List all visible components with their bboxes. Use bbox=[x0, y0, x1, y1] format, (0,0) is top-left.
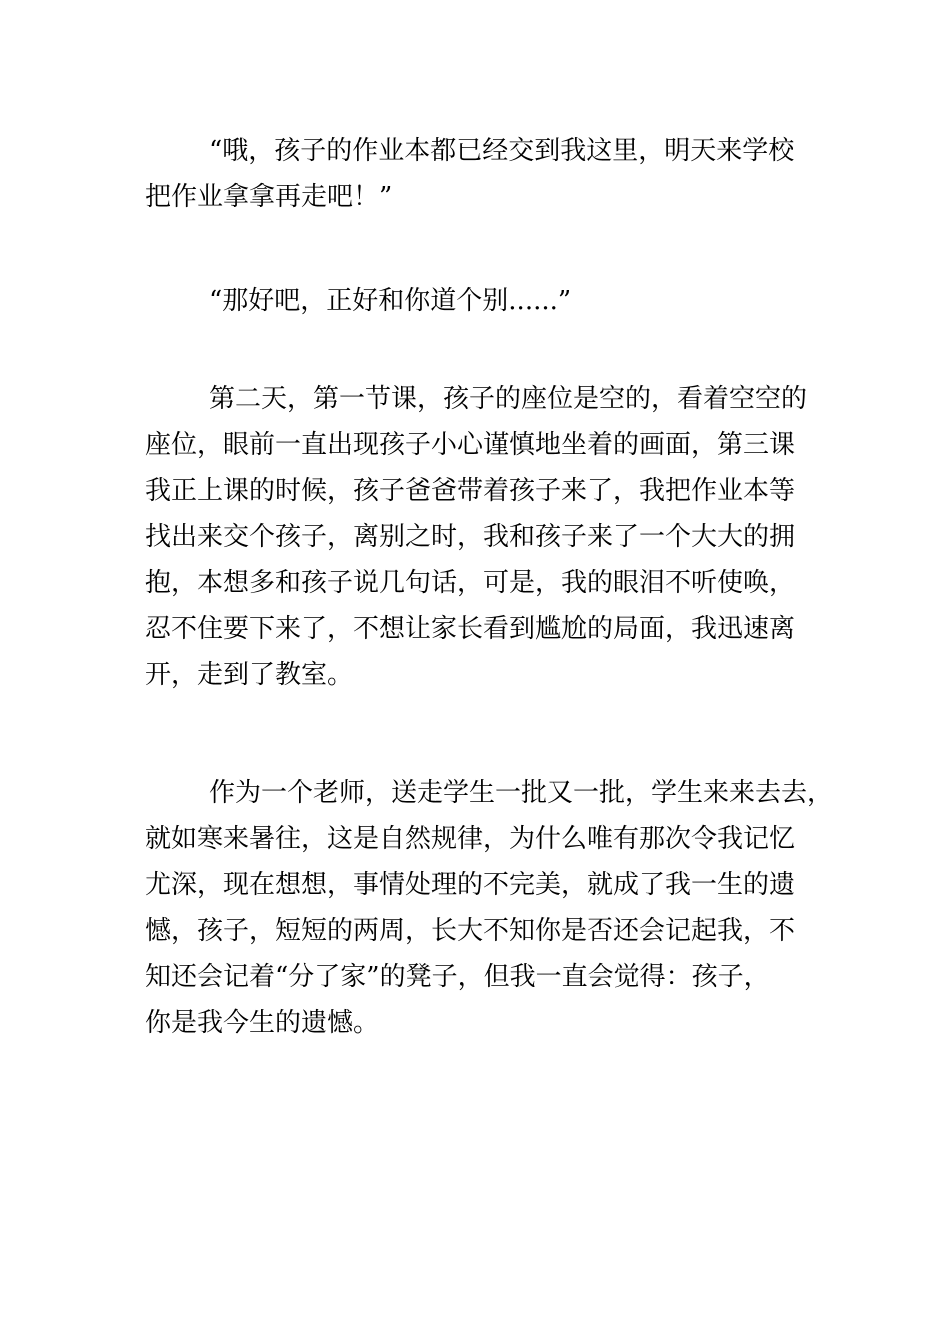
paragraph-2 bbox=[145, 278, 835, 324]
paragraph-line: 尤深，现在想想，事情处理的不完美，就成了我一生的遗 bbox=[145, 870, 796, 900]
paragraph-line: 第二天，第一节课，孩子的座位是空的，看着空空的 bbox=[209, 384, 808, 414]
paragraph-line: 把作业拿拿再走吧！” bbox=[145, 182, 393, 212]
paragraph-line: 忍不住要下来了，不想让家长看到尴尬的局面，我迅速离 bbox=[145, 614, 796, 644]
paragraph-line: “那好吧，正好和你道个别......” bbox=[209, 286, 572, 316]
paragraph-line: 抱，本想多和孩子说几句话，可是，我的眼泪不听使唤， bbox=[145, 568, 796, 598]
paragraph-line: 作为一个老师，送走学生一批又一批，学生来来去去， bbox=[209, 778, 834, 808]
paragraph-1 bbox=[145, 128, 835, 220]
paragraph-line: “哦，孩子的作业本都已经交到我这里，明天来学校 bbox=[209, 136, 795, 166]
paragraph-line: 你是我今生的遗憾。 bbox=[145, 1008, 380, 1038]
paragraph-line: 知还会记着“分了家”的凳子，但我一直会觉得：孩子， bbox=[145, 962, 770, 992]
paragraph-line: 座位，眼前一直出现孩子小心谨慎地坐着的画面，第三课 bbox=[145, 430, 796, 460]
paragraph-line: 我正上课的时候，孩子爸爸带着孩子来了，我把作业本等 bbox=[145, 476, 796, 506]
paragraph-3 bbox=[145, 376, 835, 698]
paragraph-line: 憾，孩子，短短的两周，长大不知你是否还会记起我，不 bbox=[145, 916, 796, 946]
paragraph-line: 找出来交个孩子，离别之时，我和孩子来了一个大大的拥 bbox=[145, 522, 796, 552]
paragraph-4 bbox=[145, 770, 835, 1046]
paragraph-line: 就如寒来暑往，这是自然规律，为什么唯有那次令我记忆 bbox=[145, 824, 796, 854]
paragraph-line: 开，走到了教室。 bbox=[145, 660, 354, 690]
